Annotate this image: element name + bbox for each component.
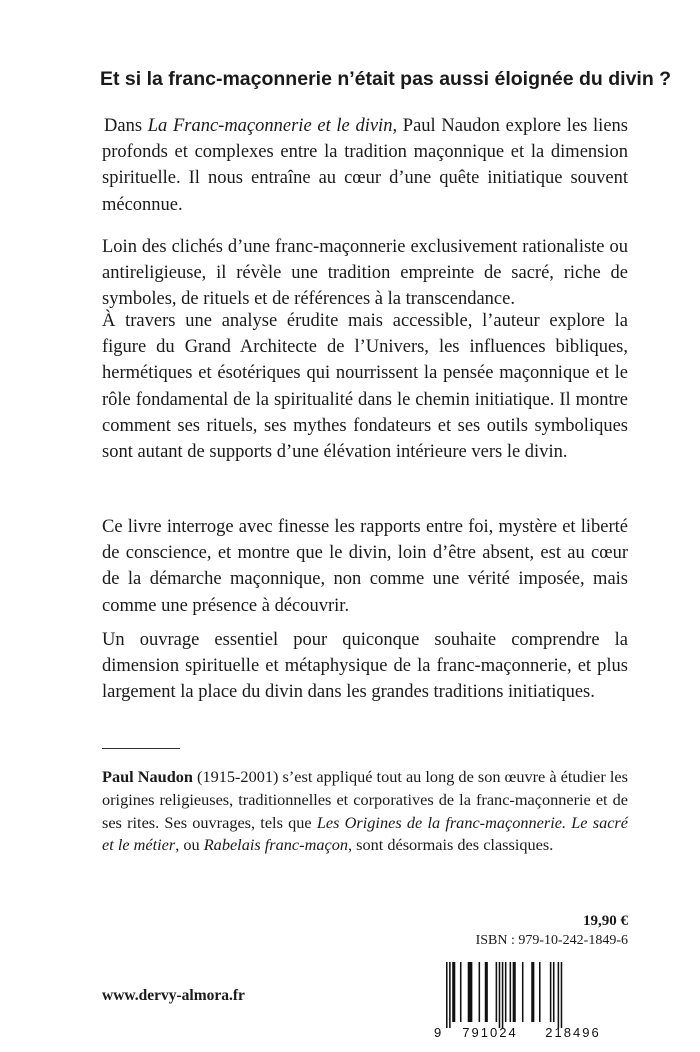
barcode-bars	[446, 962, 562, 1028]
barcode-bar	[452, 962, 455, 1022]
barcode-bar	[446, 962, 448, 1028]
paragraph-analysis: À travers une analyse érudite mais accessible, l’auteur explore la figure du Grand Architecte de l’Univers, les influences bibliques, hermétiques et ésotériques qui nourrissent la pensée maçonnique et le rôle fondamental de la spiritualité dans le chemin initiatique. Il montre comment ses rituels, ses mythes fondateurs et ses outils symboliques sont autant de supports d’une élévation intérieure vers le divin.	[102, 311, 628, 463]
barcode-bar	[550, 962, 552, 1022]
author-name: Paul Naudon	[102, 767, 193, 786]
paragraph-cliches: Loin des clichés d’une franc-maçonnerie exclusivement rationaliste ou antireligieuse, il révèle une tradition empreinte de sacré, riche de symboles, de rituels et de références à la transcendance.	[102, 237, 628, 310]
barcode-bar	[539, 962, 541, 1022]
barcode-bar	[479, 962, 481, 1022]
book-title: La Franc-maçonnerie et le divin	[147, 116, 393, 136]
barcode-bar	[531, 962, 534, 1022]
barcode-bar	[460, 962, 462, 1022]
author-bio	[102, 766, 628, 857]
paragraph-essential: Un ouvrage essentiel pour quiconque souhaite comprendre la dimension spirituelle et métaphysique de la franc-maçonnerie, et plus largement la place du divin dans les grandes traditions initiatiques.	[102, 630, 628, 703]
barcode-bar	[510, 962, 512, 1022]
barcode-bar	[502, 962, 504, 1028]
intro-rest: , Paul Naudon explore les liens profonds et complexes entre la tradition maçonnique et la dimension spirituelle. Il nous entraîne au cœur d’une quête initiatique souvent méconnue.	[102, 116, 628, 215]
bio-work-2: Rabelais franc-maçon	[203, 835, 348, 855]
barcode-bar	[522, 962, 524, 1022]
barcode-bar	[499, 962, 501, 1028]
barcode-bar	[561, 962, 563, 1028]
publisher-website: www.dervy-almora.fr	[102, 987, 245, 1004]
barcode-bar	[553, 962, 555, 1022]
barcode-lead-digit: 9	[434, 1025, 442, 1040]
isbn: ISBN : 979-10-242-1849-6	[475, 933, 628, 948]
intro-lead: Dans	[104, 116, 148, 136]
barcode-right-digits: 218496	[545, 1025, 601, 1040]
bio-work-1: Les Origines de la franc-maçonnerie. Le sacré et le métier	[102, 812, 628, 855]
barcode-bar	[449, 962, 451, 1028]
headline: Et si la franc-maçonnerie n’était pas aussi éloignée du divin ?	[100, 68, 672, 90]
barcode-bar	[468, 962, 473, 1022]
price: 19,90 €	[583, 913, 628, 929]
barcode-bar	[496, 962, 498, 1022]
barcode-bar	[558, 962, 560, 1028]
barcode-left-digits: 791024	[462, 1025, 518, 1040]
barcode-bar	[513, 962, 516, 1022]
bio-text-2: , ou	[175, 835, 204, 855]
paragraph-questions: Ce livre interroge avec finesse les rapports entre foi, mystère et liberté de conscience, et montre que le divin, loin d’être absent, est au cœur de la démarche maçonnique, non comme une vérité imposée, mais comme une présence à découvrir.	[102, 517, 628, 616]
bio-text-3: , sont désormais des classiques.	[347, 835, 554, 855]
barcode-bar	[485, 962, 488, 1022]
divider	[102, 748, 180, 749]
barcode	[432, 960, 628, 1040]
bio-text-1: (1915-2001) s’est appliqué tout au long de son œuvre à étudier les origines religieuses, traditionnelles et corporatives de la franc-maçonnerie et de ses rites. Ses ouvrages, tels que	[102, 767, 628, 832]
barcode-bar	[505, 962, 507, 1022]
paragraph-intro	[102, 113, 628, 218]
